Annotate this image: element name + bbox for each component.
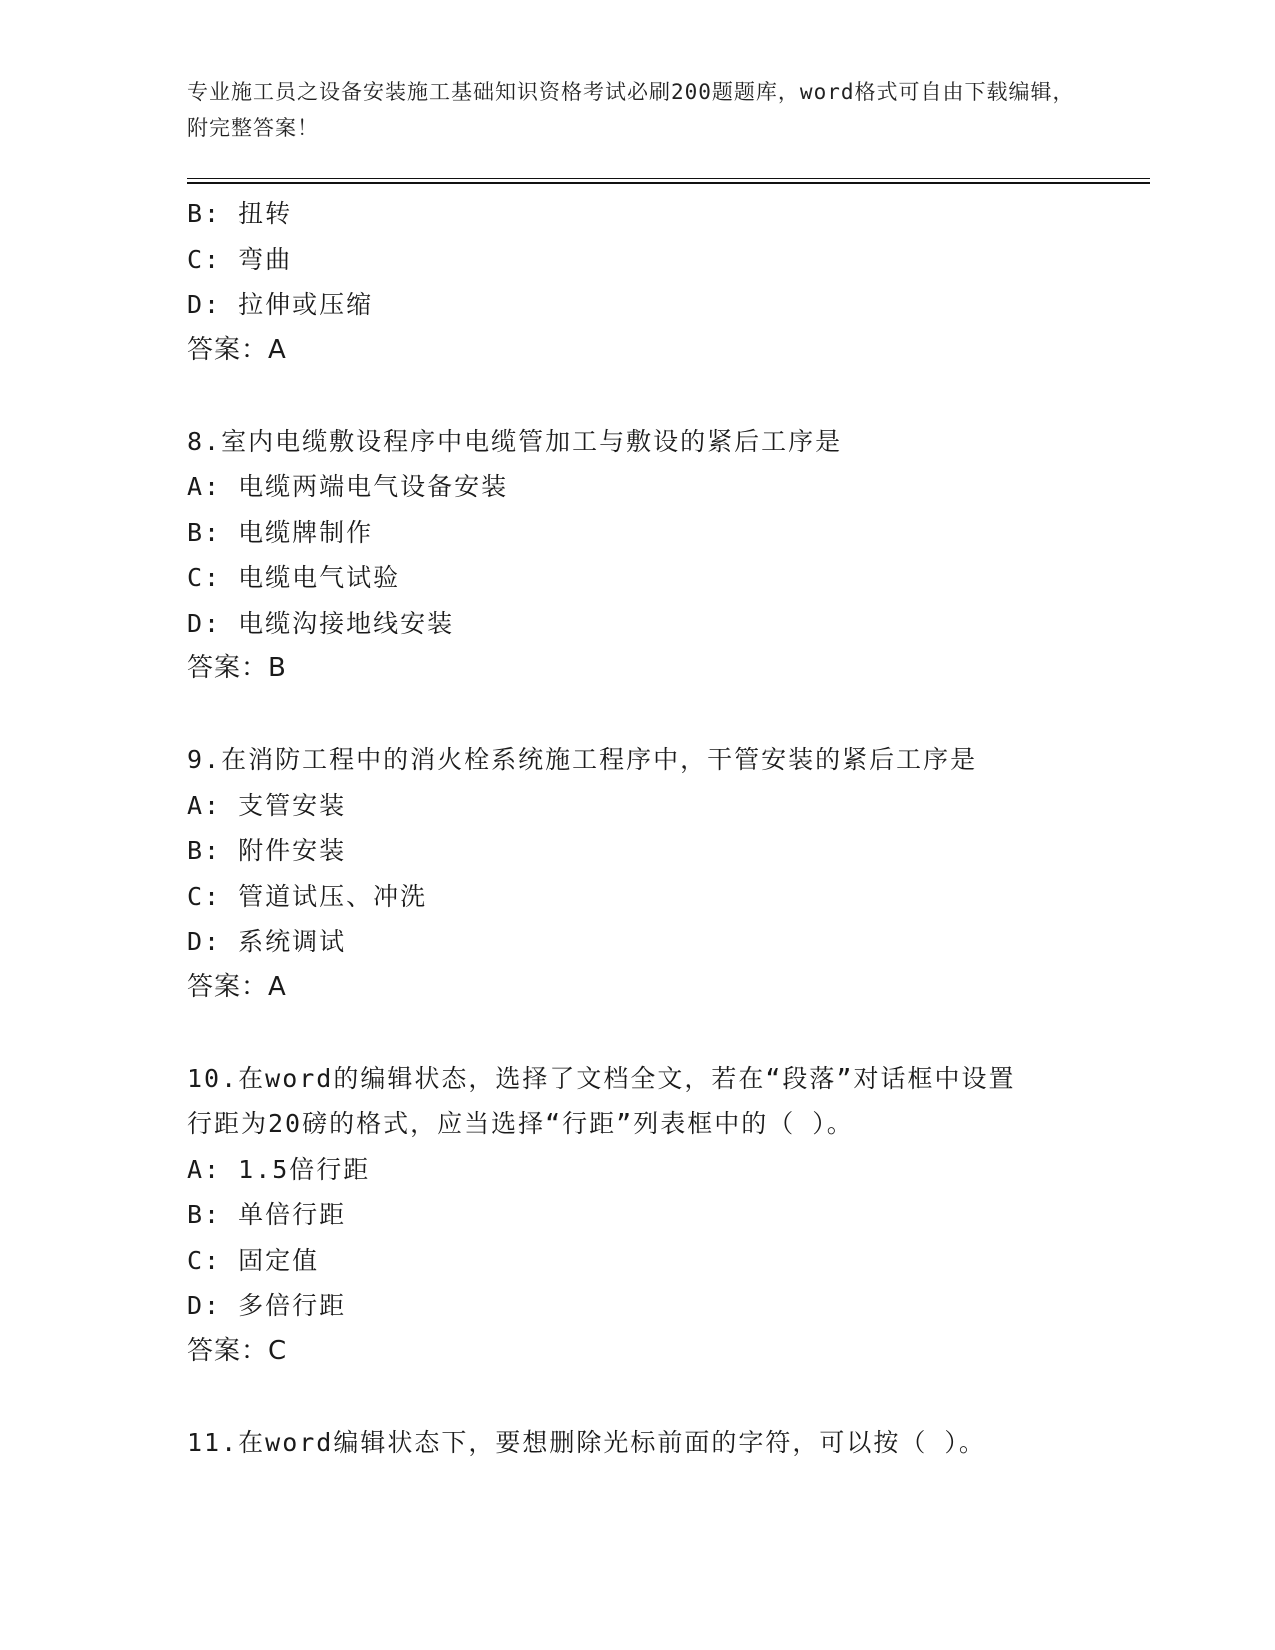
question-11 (187, 1420, 1147, 1466)
option-c: C: 弯曲 (187, 244, 293, 274)
option-d: D: 系统调试 (187, 927, 347, 956)
option-c: C: 固定值 (187, 1245, 320, 1275)
header-rule-thick (187, 182, 1150, 184)
question-text: 10.在word的编辑状态，选择了文档全文，若在“段落”对话框中设置行距为20磅的格式，应当选择“行距”列表框中的（ ）。 (187, 1063, 1016, 1138)
question-8 (187, 419, 1147, 692)
option-d: D: 拉伸或压缩 (187, 290, 374, 319)
option-b: B: 扭转 (187, 199, 293, 228)
option-c: C: 管道试压、冲洗 (187, 881, 428, 911)
spacer (187, 373, 1147, 419)
spacer (187, 692, 1147, 738)
question-7-continued (187, 191, 1147, 373)
question-10 (187, 1056, 1147, 1375)
answer: 答案：A (187, 971, 287, 1002)
answer: 答案：B (187, 653, 287, 683)
option-a: A: 支管安装 (187, 790, 347, 820)
option-b: B: 电缆牌制作 (187, 517, 374, 547)
header-rule-thin (187, 178, 1150, 179)
document-body (187, 191, 1147, 1465)
option-d: D: 多倍行距 (187, 1291, 347, 1320)
question-text: 9.在消防工程中的消火栓系统施工程序中，干管安装的紧后工序是 (187, 745, 978, 774)
option-d: D: 电缆沟接地线安装 (187, 608, 455, 638)
answer: 答案：C (187, 1335, 288, 1366)
answer: 答案：A (187, 334, 287, 365)
question-text: 11.在word编辑状态下，要想删除光标前面的字符，可以按（ ）。 (187, 1427, 986, 1457)
spacer (187, 1010, 1147, 1056)
option-b: B: 单倍行距 (187, 1200, 347, 1229)
spacer (187, 1374, 1147, 1420)
option-a: A: 1.5倍行距 (187, 1154, 371, 1184)
option-c: C: 电缆电气试验 (187, 563, 401, 592)
question-9 (187, 737, 1147, 1010)
option-b: B: 附件安装 (187, 836, 347, 865)
page-header: 专业施工员之设备安装施工基础知识资格考试必刷200题题库，word格式可自由下载编辑，附完整答案！ (187, 80, 1075, 140)
option-a: A: 电缆两端电气设备安装 (187, 472, 509, 501)
question-text: 8.室内电缆敷设程序中电缆管加工与敷设的紧后工序是 (187, 426, 843, 456)
